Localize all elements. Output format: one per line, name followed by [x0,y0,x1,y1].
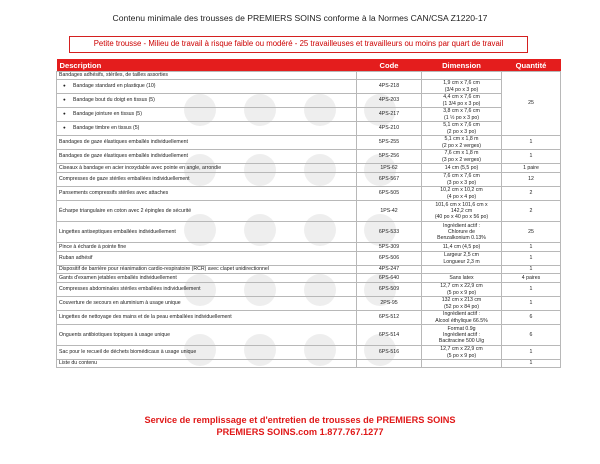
item-description: Pince à écharde à pointe fine [57,243,357,252]
dimension-line: (1 3/4 po x 3 po) [442,100,481,107]
item-quantity: 12 [502,173,561,187]
dimension-line: (1 ½ po x 3 po) [444,114,479,121]
item-dimension [422,360,502,368]
item-code: 4PS-247 [357,266,422,274]
dimension-line: 1,9 cm x 7,6 cm [443,80,480,87]
item-quantity: 2 [502,201,561,222]
dimension-line: 10,2 cm x 10,2 cm [440,187,483,194]
item-description: Bandages de gaze élastiques emballés individuellement [57,136,357,150]
table-row [57,136,561,150]
table-row [57,173,561,187]
item-description: Écharpe triangulaire en coton avec 2 épingles de sécurité [57,201,357,222]
table-row [57,164,561,173]
item-description: Onguents antibiotiques topiques à usage unique [57,325,357,346]
dimension-line: Longueur 2,3 m [443,258,480,265]
table-header-row [57,59,561,72]
item-code: 5PS-309 [357,243,422,252]
item-code: 6PS-640 [357,274,422,283]
table-row [57,360,561,368]
item-code: 4PS-203 [357,94,422,108]
item-quantity: 1 [502,360,561,368]
item-description: ● Bandage timbre en tissus (5) [57,122,357,136]
item-description: Compresses de gaze stériles emballées individuellement [57,173,357,187]
dimension-line: (2 po x 3 po) [446,128,477,135]
item-code: 4PS-218 [357,80,422,94]
dimension-line: Bacitracine 500 U/g [438,338,485,345]
dimension-line: Ingrédient actif : [443,222,480,229]
dimension-line: (3 po x 3 po) [446,179,477,186]
dimension-line: 12,7 cm x 22,9 cm [440,346,483,353]
item-dimension [422,108,502,122]
item-quantity: 1 [502,136,561,150]
item-description: Compresses abdominales stériles emballées individuellement [57,283,357,297]
item-dimension [422,311,502,325]
item-code: 2PS-95 [357,297,422,311]
item-dimension [422,283,502,297]
column-header-quantity: Quantité [502,59,561,72]
item-code: 6PS-516 [357,346,422,360]
group-quantity: 25 [502,72,561,136]
item-quantity: 6 [502,325,561,346]
item-quantity: 1 [502,283,561,297]
item-dimension [422,94,502,108]
item-quantity: 4 paires [502,274,561,283]
dimension-line: (5 po x 9 po) [446,289,477,296]
item-dimension [422,187,502,201]
item-code: 5PS-256 [357,150,422,164]
item-dimension [422,266,502,274]
item-quantity: 6 [502,311,561,325]
dimension-line: Benzalkonium 0.13% [437,235,486,242]
item-code: 4PS-217 [357,108,422,122]
column-header-dimension: Dimension [422,59,502,72]
item-description: ● Bandage jointure en tissus (5) [57,108,357,122]
dimension-line: (52 po x 84 po) [444,303,479,310]
item-quantity: 1 [502,297,561,311]
table-row [57,311,561,325]
dimension-line: Ingrédient actif : [443,311,480,318]
item-quantity: 1 [502,150,561,164]
dimension-line: 5,1 cm x 7,6 cm [443,122,480,129]
table-row [57,150,561,164]
item-dimension [422,252,502,266]
dimension-line: Alcool éthylique 66.5% [435,317,488,324]
item-quantity: 25 [502,222,561,243]
document-title: Contenu minimale des trousses de PREMIERS SOINS conforme à la Normes CAN/CSA Z1220-17 [112,13,488,23]
dimension-line: 7,6 cm x 1,8 m [444,150,479,157]
dimension-line: Chlorure de [447,228,476,235]
item-code: 1PS-62 [357,164,422,173]
dimension-line: 14 cm (5,5 po) [444,164,479,171]
item-dimension [422,274,502,283]
dimension-line: (40 po x 40 po x 56 po) [434,214,489,221]
table-row [57,266,561,274]
dimension-line: 132 cm x 213 cm [441,297,482,304]
group-heading: Bandages adhésifs, stériles, de tailles assorties [57,72,357,80]
item-quantity: 1 [502,266,561,274]
item-description: ● Bandage bout du doigt en tissus (5) [57,94,357,108]
item-code: 6PS-567 [357,173,422,187]
dimension-line: 101,6 cm x 101,6 cm x [435,201,488,208]
table-row [57,283,561,297]
item-quantity: 1 [502,346,561,360]
item-description: Ruban adhésif [57,252,357,266]
footer-contact: PREMIERS SOINS.com 1.877.767.1277 [216,427,384,437]
table-row [57,122,561,136]
item-quantity: 1 paire [502,164,561,173]
item-code [357,360,422,368]
item-dimension [422,297,502,311]
item-description: Lingettes de nettoyage des mains et de la peau emballées individuellement [57,311,357,325]
dimension-line: 4,4 cm x 7,6 cm [443,94,480,101]
table-row [57,108,561,122]
item-dimension [422,222,502,243]
item-dimension [422,346,502,360]
dimension-line: 11,4 cm (4,5 po) [442,243,481,250]
dimension-line: Sans latex [449,274,474,281]
item-description: Pansements compressifs stériles avec attaches [57,187,357,201]
table-row [57,243,561,252]
item-description: ● Bandage standard en plastique (10) [57,80,357,94]
item-description: Gants d'examen jetables emballés individuellement [57,274,357,283]
item-code: 6PS-506 [357,252,422,266]
item-dimension [422,201,502,222]
item-code: 6PS-514 [357,325,422,346]
item-dimension [422,136,502,150]
item-code: 6PS-505 [357,187,422,201]
item-code: 5PS-255 [357,136,422,150]
table-row [57,297,561,311]
item-quantity: 1 [502,243,561,252]
item-description: Sac pour le recueil de déchets biomédicaux à usage unique [57,346,357,360]
dimension-line: (4 po x 4 po) [446,193,477,200]
dimension-line: (5 po x 9 po) [446,352,477,359]
table-row [57,80,561,94]
dimension-line: 142,2 cm [450,207,473,214]
item-code: 6PS-509 [357,283,422,297]
item-description: Dispositif de barrière pour réanimation cardio-respiratoire (RCR) avec clapet unidirectionnel [57,266,357,274]
table-row [57,274,561,283]
dimension-line: Ingrédient actif : [443,331,480,338]
item-dimension [422,243,502,252]
item-quantity: 1 [502,252,561,266]
contents-table [56,59,561,368]
kit-subtitle: Petite trousse - Milieu de travail à risque faible ou modéré - 25 travailleuses et travailleurs ou moins par quart de travail [69,36,528,53]
item-quantity: 2 [502,187,561,201]
dimension-line: 7,6 cm x 7,6 cm [443,173,480,180]
item-description: Liste du contenu [57,360,357,368]
item-description: Bandages de gaze élastiques emballés individuellement [57,150,357,164]
dimension-line: 5,1 cm x 1,8 m [444,136,479,143]
item-dimension [422,80,502,94]
item-dimension [422,164,502,173]
item-dimension [422,150,502,164]
item-code: 1PS-42 [357,201,422,222]
group-heading-row [57,72,561,80]
table-row [57,346,561,360]
table-row [57,252,561,266]
column-header-description: Description [57,59,357,72]
dimension-line: (3 po x 2 verges) [442,156,481,163]
item-dimension [422,122,502,136]
footer-service: Service de remplissage et d'entretien de trousses de PREMIERS SOINS [144,415,456,425]
column-header-code: Code [357,59,422,72]
dimension-line: (3/4 po x 3 po) [444,86,479,93]
item-code: 4PS-210 [357,122,422,136]
table-row [57,201,561,222]
item-description: Ciseaux à bandage en acier inoxydable avec pointe en angle, arrondie [57,164,357,173]
dimension-line: 3,8 cm x 7,6 cm [443,108,480,115]
dimension-line: (2 po x 2 verges) [442,142,481,149]
item-dimension [422,173,502,187]
table-row [57,187,561,201]
dimension-line: Format 0.9g [447,325,476,332]
dimension-line: 12,7 cm x 22,9 cm [440,283,483,290]
item-code: 6PS-512 [357,311,422,325]
table-row [57,222,561,243]
item-description: Lingettes antiseptiques emballées individuellement [57,222,357,243]
item-description: Couverture de secours en aluminium à usage unique [57,297,357,311]
dimension-line: Largeur 2,5 cm [444,252,479,259]
item-code: 6PS-533 [357,222,422,243]
table-row [57,325,561,346]
item-dimension [422,325,502,346]
table-row [57,94,561,108]
